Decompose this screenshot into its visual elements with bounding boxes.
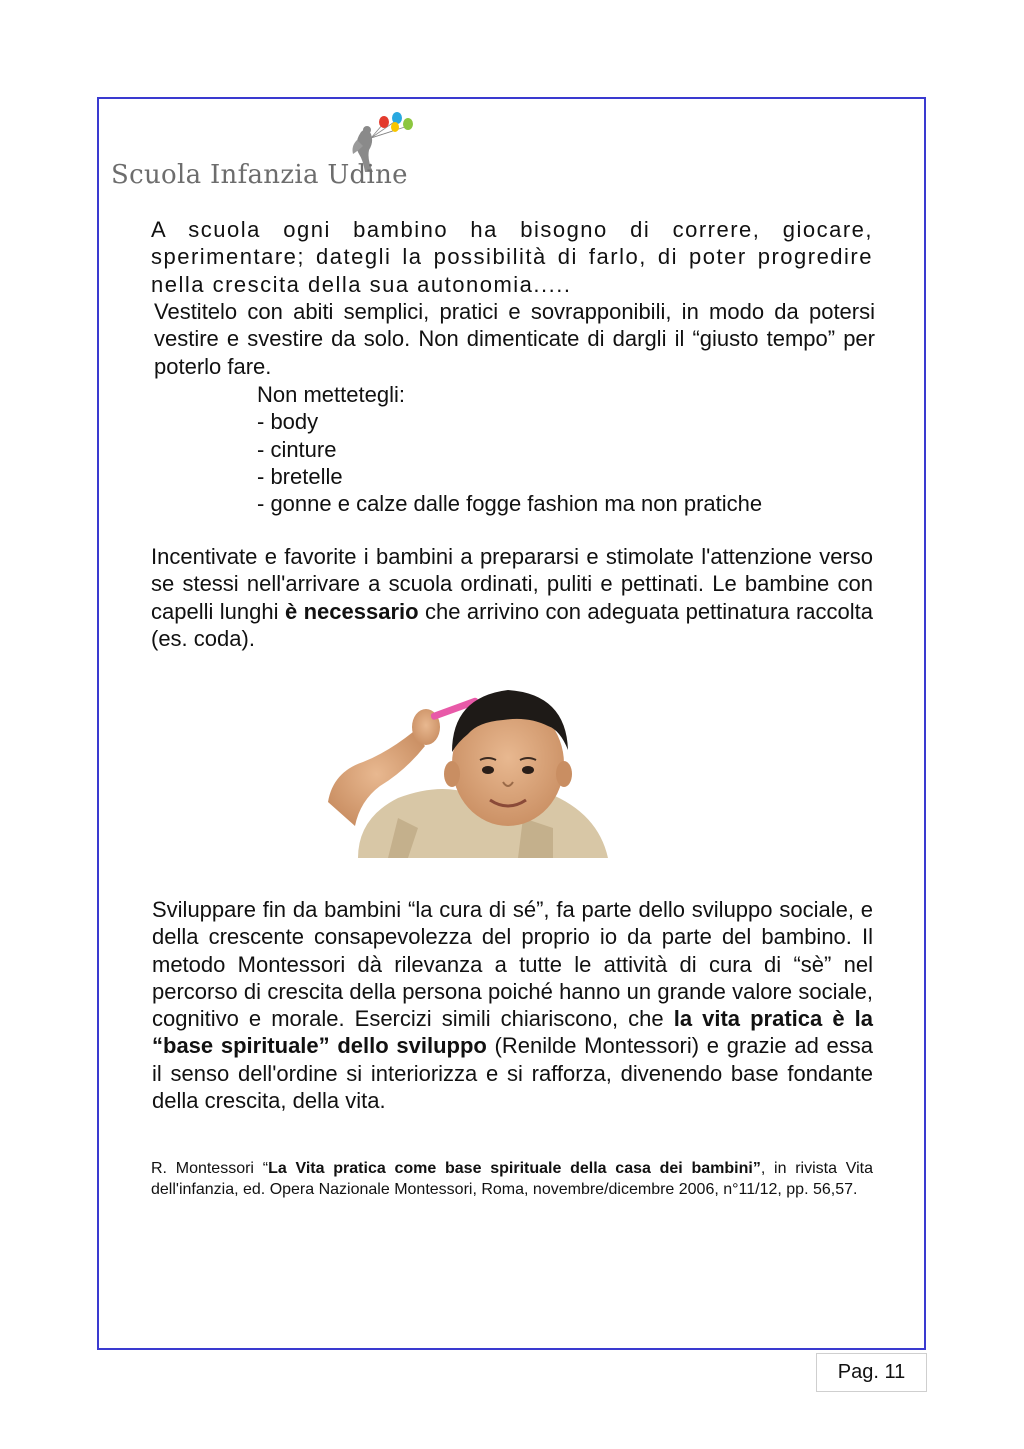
montessori-text-bold: la vita pratica è la “base spirituale” dello sviluppo xyxy=(152,1006,873,1059)
bibliographic-reference xyxy=(151,1158,873,1200)
page-number: Pag. 11 xyxy=(837,1361,906,1383)
grooming-text-start: Incentivate e favorite i bambini a prepararsi e stimolate l'attenzione verso se stessi nell'arrivare a scuola ordinati, puliti e pettinati. Le bambine con capelli lunghi xyxy=(151,544,873,624)
grooming-text-end: che arrivino con adeguata pettinatura raccolta (es. coda). xyxy=(151,598,874,651)
grooming-text-bold: è necessario xyxy=(284,598,419,624)
logo-text: Scuola Infanzia Udine xyxy=(111,160,408,190)
list-item: - body xyxy=(257,409,319,435)
list-item: - cinture xyxy=(257,436,337,462)
montessori-paragraph xyxy=(152,896,873,1114)
list-heading: Non mettetegli: xyxy=(257,382,405,407)
grooming-paragraph xyxy=(151,543,873,652)
intro-paragraph: A scuola ogni bambino ha bisogno di correre, giocare, sperimentare; dategli la possibilità di farlo, di poter progredire nella crescita della sua autonomia..... xyxy=(151,217,873,297)
school-logo xyxy=(111,110,431,195)
list-item: - bretelle xyxy=(257,463,343,489)
page-number-box xyxy=(816,1353,927,1392)
reference-text-end: , in rivista Vita dell'infanzia, ed. Opera Nazionale Montessori, Roma, novembre/dicembre 2006, n°11/12, pp. 56,57. xyxy=(151,1160,874,1198)
child-combing-hair-photo xyxy=(318,682,628,858)
montessori-text-end: (Renilde Montessori) e grazie ad essa il senso dell'ordine si interiorizza e si rafforza, divenendo base fondante della crescita, della vita. xyxy=(152,1033,873,1114)
reference-text-bold: La Vita pratica come base spirituale della casa dei bambini” xyxy=(268,1160,761,1177)
clothing-list xyxy=(257,381,762,517)
list-item: - gonne e calze dalle fogge fashion ma non pratiche xyxy=(257,491,763,517)
clothing-paragraph: Vestitelo con abiti semplici, pratici e sovrapponibili, in modo da potersi vestire e svestire da solo. Non dimenticate di dargli il “giusto tempo” per poterlo fare. xyxy=(154,299,875,379)
montessori-text-start: Sviluppare fin da bambini “la cura di sé”, fa parte dello sviluppo sociale, e della crescente consapevolezza del proprio io da parte del bambino. Il metodo Montessori dà rilevanza a tutte le attività di cura di “sè” nel percorso di crescita della persona poiché hanno un grande valore sociale, cognitivo e morale. Esercizi simili chiariscono, che xyxy=(152,897,873,1032)
reference-text-start: R. Montessori “ xyxy=(151,1160,269,1177)
